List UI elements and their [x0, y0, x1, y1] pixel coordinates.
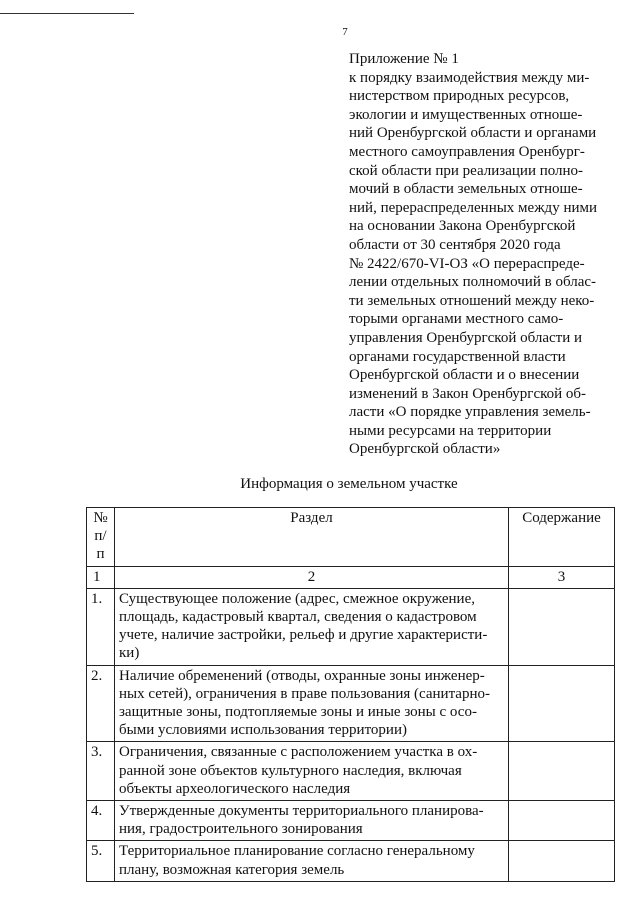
column-index-2: 2 [115, 566, 509, 588]
section-text-line: объекты археологического наследия [119, 780, 351, 797]
section-text-line: защитные зоны, подтопляемые зоны и иные зоны с осо- [119, 704, 477, 721]
section-text-line: ранной зоне объектов культурного наследия, включая [119, 762, 462, 779]
table-row [87, 665, 615, 742]
appendix-line: нистерством природных ресурсов, [349, 88, 570, 105]
section-text-line: Утвержденные документы территориального планирова- [119, 803, 484, 820]
section-text-line: плану, возможная категория земель [119, 861, 345, 878]
appendix-line: лении отдельных полномочий в облас- [349, 274, 597, 291]
appendix-line: Приложение № 1 [349, 51, 459, 67]
row-section-text [115, 742, 509, 801]
table-row [87, 742, 615, 801]
row-content-cell [509, 801, 615, 841]
appendix-line: экологии и имущественных отноше- [349, 106, 583, 123]
section-text-line: площадь, кадастровый квартал, сведения о кадастровом [119, 609, 477, 626]
row-content-cell [509, 841, 615, 881]
appendix-line: ласти «О порядке управления земель- [349, 404, 591, 421]
appendix-line: ными ресурсами на территории [349, 422, 552, 439]
land-plot-info-table [86, 507, 615, 882]
row-section-text [115, 841, 509, 881]
appendix-header [349, 50, 619, 459]
number-header-line1: № [93, 510, 108, 526]
row-content-cell [509, 665, 615, 742]
row-number: 3. [87, 742, 115, 801]
section-text-line: учете, наличие застройки, рельеф и другие характеристи- [119, 627, 488, 644]
appendix-line: Оренбургской области и о внесении [349, 367, 580, 384]
row-content-cell [509, 588, 615, 665]
number-header-line2: п/п [94, 528, 107, 563]
table-row [87, 801, 615, 841]
number-column-header [87, 508, 115, 567]
row-content-cell [509, 742, 615, 801]
section-text-line: Ограничения, связанные с расположением участка в ох- [119, 744, 478, 761]
appendix-line: на основании Закона Оренбургской [349, 218, 576, 235]
appendix-line: изменений в Закон Оренбургской об- [349, 385, 587, 402]
section-text-line: ки) [119, 645, 140, 662]
appendix-line: Оренбургской области» [349, 441, 501, 458]
section-text-line: ных сетей), ограничения в праве пользования (санитарно- [119, 685, 490, 702]
appendix-line: ний, перераспределенных между ними [349, 199, 598, 216]
column-index-3: 3 [509, 566, 615, 588]
appendix-line: № 2422/670-VI-ОЗ «О перераспреде- [349, 255, 585, 272]
section-text-line: Существующее положение (адрес, смежное окружение, [119, 590, 475, 607]
column-index-1: 1 [87, 566, 115, 588]
appendix-line: местного самоуправления Оренбург- [349, 143, 585, 160]
appendix-line: управления Оренбургской области и [349, 329, 583, 346]
table-row [87, 588, 615, 665]
appendix-line: ти земельных отношений между неко- [349, 292, 595, 309]
row-section-text [115, 588, 509, 665]
table-header-row [87, 508, 615, 567]
appendix-line: ний Оренбургской области и органами [349, 125, 597, 142]
row-number: 1. [87, 588, 115, 665]
section-text-line: Территориальное планирование согласно генеральному [119, 843, 475, 860]
row-section-text [115, 801, 509, 841]
appendix-line: торыми органами местного само- [349, 311, 564, 328]
page-number: 7 [342, 26, 348, 38]
top-rule [0, 13, 134, 14]
row-section-text [115, 665, 509, 742]
appendix-line: мочий в области земельных отноше- [349, 181, 583, 198]
section-text-line: ния, градостроительного зонирования [119, 821, 363, 838]
row-number: 2. [87, 665, 115, 742]
document-title: Информация о земельном участке [240, 476, 458, 492]
appendix-line: области от 30 сентября 2020 года [349, 236, 561, 253]
column-index-row [87, 566, 615, 588]
table-row [87, 841, 615, 881]
content-column-header: Содержание [509, 508, 615, 567]
section-text-line: быми условиями использования территории) [119, 722, 407, 739]
appendix-line: органами государственной власти [349, 348, 566, 365]
row-number: 5. [87, 841, 115, 881]
appendix-line: ской области при реализации полно- [349, 162, 584, 179]
section-column-header: Раздел [115, 508, 509, 567]
section-text-line: Наличие обременений (отводы, охранные зоны инженер- [119, 667, 485, 684]
appendix-line: к порядку взаимодействия между ми- [349, 69, 590, 86]
row-number: 4. [87, 801, 115, 841]
